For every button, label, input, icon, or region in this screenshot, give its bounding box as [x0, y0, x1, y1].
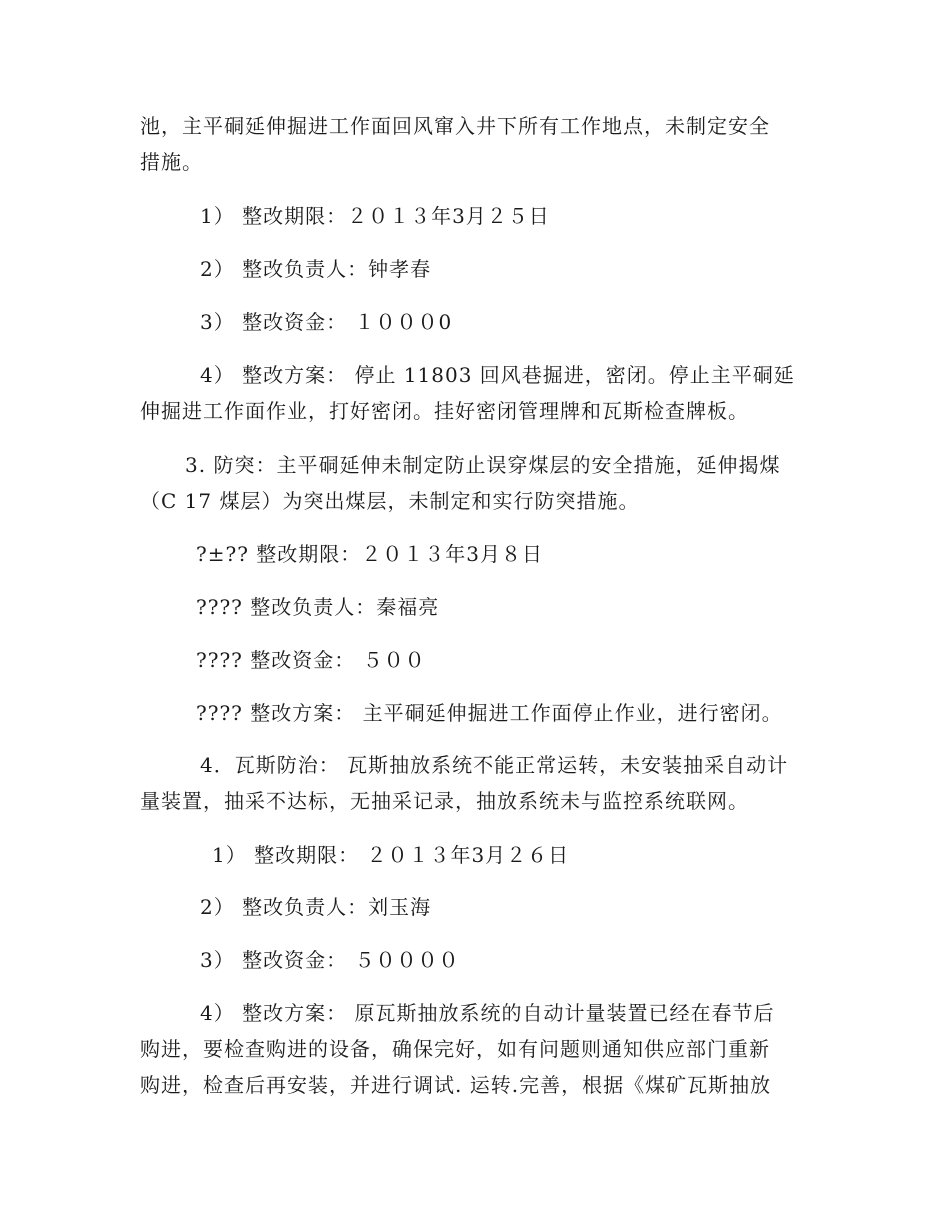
- item-responsible: 2） 整改负责人：钟孝春: [200, 257, 432, 281]
- item-plan-continued: 购进，检查后再安装，并进行调试. 运转.完善，根据《煤矿瓦斯抽放: [140, 1073, 772, 1097]
- item-plan-continued: 购进，要检查购进的设备，确保完好，如有问题则通知供应部门重新: [140, 1037, 770, 1061]
- item-responsible: 2） 整改负责人：刘玉海: [200, 895, 432, 919]
- item-deadline: 1） 整改期限： ２０１３年3月２６日: [212, 843, 570, 867]
- paragraph-line: （C 17 煤层）为突出煤层，未制定和实行防突措施。: [140, 489, 640, 513]
- paragraph-line: 措施。: [140, 150, 203, 174]
- item-deadline: ?±?? 整改期限：２０１３年3月８日: [196, 542, 544, 566]
- section-heading-gas: 4．瓦斯防治： 瓦斯抽放系统不能正常运转，未安装抽采自动计: [200, 753, 789, 777]
- section-heading-outburst: 3. 防突：主平硐延伸未制定防止误穿煤层的安全措施，延伸揭煤: [185, 453, 781, 477]
- item-responsible: ???? 整改负责人：秦福亮: [196, 595, 440, 619]
- item-deadline: 1） 整改期限：２０１３年3月２５日: [200, 204, 550, 228]
- item-funds: 3） 整改资金： ５００００: [200, 948, 460, 972]
- item-plan: ???? 整改方案： 主平硐延伸掘进工作面停止作业，进行密闭。: [196, 701, 783, 725]
- item-plan: 4） 整改方案： 原瓦斯抽放系统的自动计量装置已经在春节后: [200, 1001, 775, 1025]
- item-plan-continued: 伸掘进工作面作业，打好密闭。挂好密闭管理牌和瓦斯检查牌板。: [140, 399, 749, 423]
- paragraph-line: 量装置，抽采不达标，无抽采记录，抽放系统未与监控系统联网。: [140, 789, 749, 813]
- item-funds: ???? 整改资金： ５００: [196, 648, 426, 672]
- paragraph-line: 池，主平硐延伸掘进工作面回风窜入井下所有工作地点，未制定安全: [140, 114, 770, 138]
- item-funds: 3） 整改资金： １０００0: [200, 310, 453, 334]
- item-plan: 4） 整改方案： 停止 11803 回风巷掘进，密闭。停止主平硐延: [200, 363, 795, 387]
